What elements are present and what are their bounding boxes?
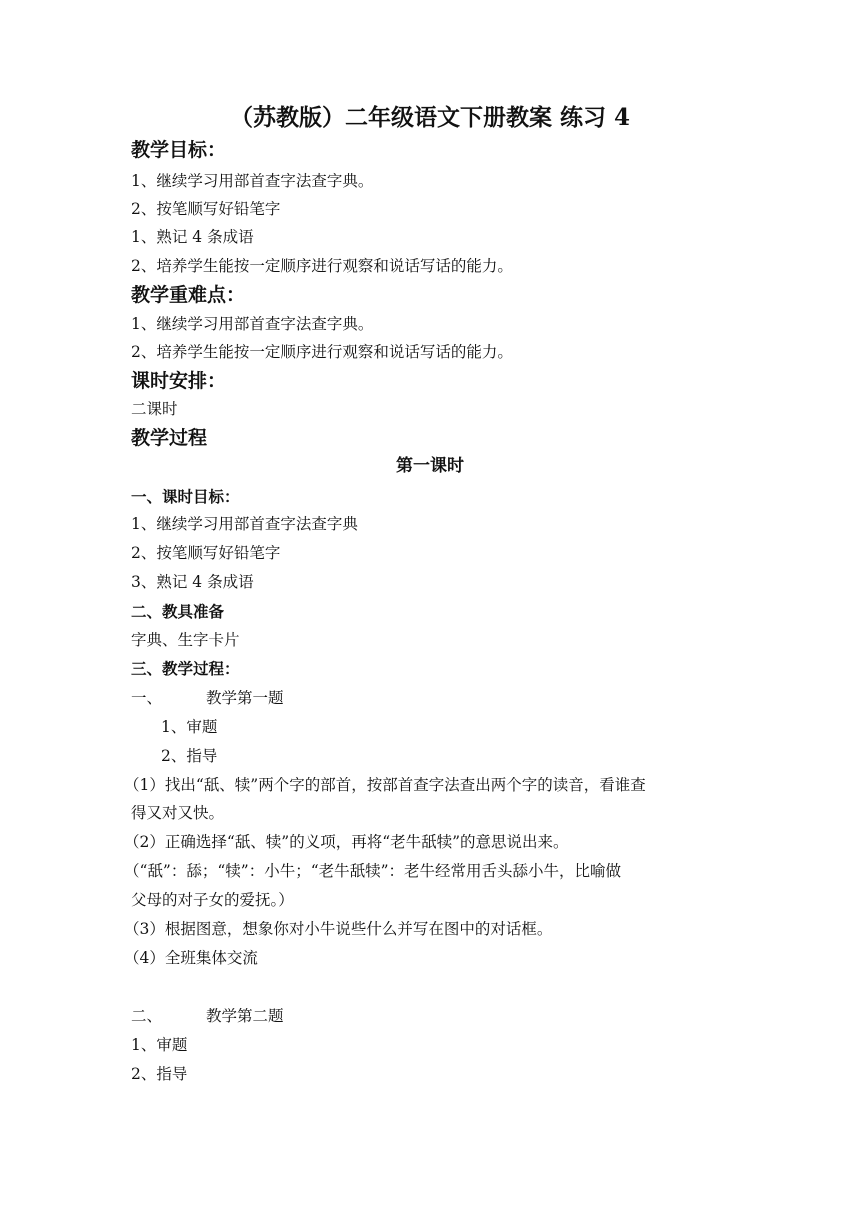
- step2-sub-item: 1、审题: [131, 1036, 188, 1054]
- step1-item: （3）根据图意，想象你对小牛说些什么并写在图中的对话框。: [124, 920, 553, 938]
- prep-text: 字典、生字卡片: [131, 631, 240, 649]
- lesson1-title: 第一课时: [396, 456, 464, 476]
- step1-item: 父母的对子女的爱抚。）: [131, 891, 294, 909]
- steps-heading: 三、教学过程：: [131, 660, 240, 678]
- step1-number: 一、: [131, 689, 163, 707]
- step1-item: （1）找出“舐、犊”两个字的部首，按部首查字法查出两个字的读音，看谁查: [124, 776, 646, 794]
- step1-item: （2）正确选择“舐、犊”的义项，再将“老牛舐犊”的意思说出来。: [124, 833, 569, 851]
- step2-sub-item: 2、指导: [131, 1065, 188, 1083]
- goals-heading: 教学目标：: [131, 139, 227, 161]
- step1-sub-item: 2、指导: [161, 747, 218, 765]
- process-heading: 教学过程: [131, 427, 208, 449]
- goal-item: 1、熟记 4 条成语: [131, 228, 254, 246]
- document-title: （苏教版）二年级语文下册教案 练习 4: [229, 104, 631, 131]
- step1-item: 得又对又快。: [131, 804, 225, 822]
- goal-item: 2、培养学生能按一定顺序进行观察和说话写话的能力。: [131, 257, 513, 275]
- goal-item: 2、按笔顺写好铅笔字: [131, 200, 281, 218]
- lesson1-goal-item: 3、熟记 4 条成语: [131, 573, 254, 591]
- step1-item: （“舐”：舔；“犊”：小牛；“老牛舐犊”：老牛经常用舌头舔小牛，比喻做: [124, 862, 622, 880]
- key-point-item: 1、继续学习用部首查字法查字典。: [131, 315, 374, 333]
- prep-heading: 二、教具准备: [131, 603, 225, 621]
- schedule-text: 二课时: [131, 400, 178, 418]
- goal-item: 1、继续学习用部首查字法查字典。: [131, 172, 374, 190]
- lesson1-goals-heading: 一、课时目标：: [131, 488, 240, 506]
- step1-item: （4）全班集体交流: [124, 949, 258, 967]
- key-point-item: 2、培养学生能按一定顺序进行观察和说话写话的能力。: [131, 343, 513, 361]
- step2-label: 教学第二题: [206, 1007, 284, 1025]
- step1-sub-item: 1、审题: [161, 718, 218, 736]
- lesson1-goal-item: 2、按笔顺写好铅笔字: [131, 544, 281, 562]
- key-points-heading: 教学重难点：: [131, 284, 246, 306]
- step1-heading: [131, 691, 284, 707]
- step1-label: 教学第一题: [206, 689, 284, 707]
- schedule-heading: 课时安排：: [131, 370, 227, 392]
- lesson1-goal-item: 1、继续学习用部首查字法查字典: [131, 515, 358, 533]
- step2-heading: [131, 1009, 284, 1025]
- step2-number: 二、: [131, 1007, 163, 1025]
